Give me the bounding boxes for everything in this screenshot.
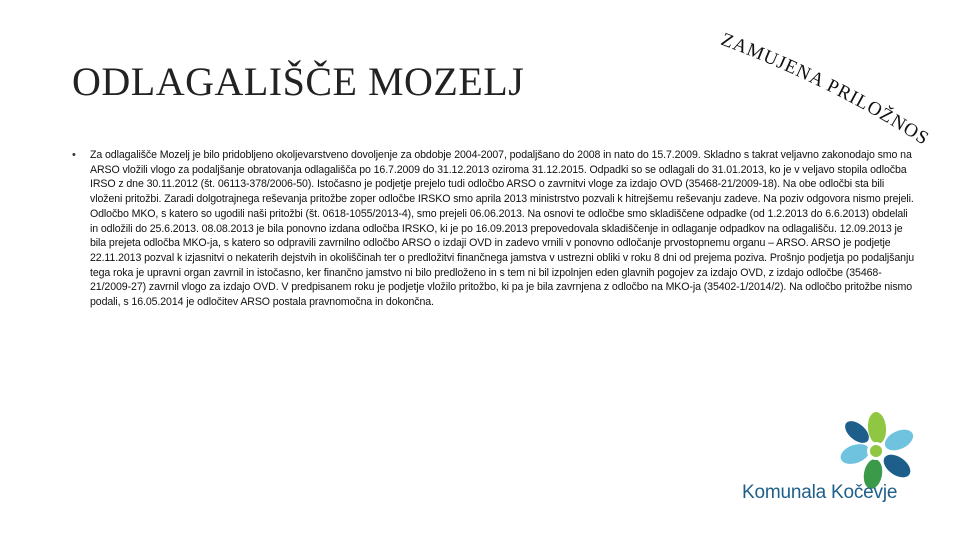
body-paragraph: Za odlagališče Mozelj je bilo pridobljeno okoljevarstveno dovoljenje za obdobje 2004-2007, podaljšano do 2008 in nato do 15.7.2009. Skladno s takrat veljavno zakonodajo smo na ARSO vložili vlogo za podaljšanje obratovanja odlagališča po 16.7.2009 do 31.12.2013 oziroma 31.12.2015. Odpadki so se odlagali do 31.01.2013, ko je v veljavo stopila odločba IRSO z dne 30.11.2012 (št. 06113-378/2006-50). Istočasno je podjetje prejelo tudi odločbo ARSO o zavrnitvi vloge za izdajo OVD (35468-21/2009-18). Na obe odločbi sta bili vloženi pritožbi. Zaradi dolgotrajnega reševanja pritožbe zoper odločbe IRSKO smo aprila 2013 ministrstvo pozvali k hitrejšemu reševanju zadeve. Na poziv odgovora nismo prejeli. Odločbo MKO, s katero so ugodili naši pritožbi (št. 0618-1055/2013-4), smo prejeli 06.06.2013. Na osnovi te odločbe smo skladiščene odpadke (od 1.2.2013 do 6.6.2013) obdelali in odložili do 25.6.2013. 08.08.2013 je bila ponovno izdana odločba IRSKO, ki je po 16.09.2013 prepovedovala skladiščenje in odlaganje odpadkov na odlagališču. 12.09.2013 je bila prejeta odločba MKO-ja, s katero so odpravili zavrnilno odločbo ARSO o izdaji OVD in zadevo vrnili v ponovno odločanje prvostopnemu organu – ARSO. ARSO je podjetje 22.11.2013 pozval k izjasnitvi o nekaterih dejstvih in okoliščinah ter o predložitvi finančnega jamstva v ustrezni obliki v roku 8 dni od prejema poziva. Prošnjo podjetja po podaljšanju tega roka je upravni organ zavrnil in istočasno, ker finančno jamstvo ni bilo predloženo in s tem ni bil izpolnjen eden glavnih pogojev za izdajo OVD, z izdajo odločbe (35468-21/2009-27) zavrnil vlogo za izdajo OVD. V predpisanem roku je podjetje vložilo pritožbo, ki pa je bila zavrnjena z odločbo na MKO-ja (35402-1/2014/2). Na odločbo pritožbe nismo podali, s 16.05.2014 je odločitev ARSO postala pravnomočna in dokončna. <box>90 149 914 309</box>
stamp-text-curve <box>711 20 933 156</box>
company-logo <box>740 410 920 520</box>
bullet-icon: • <box>72 149 76 161</box>
flower-logo-icon <box>835 410 920 492</box>
page-title: ODLAGALIŠČE MOZELJ <box>72 59 525 104</box>
body-text-block <box>72 148 914 310</box>
stamp-text-label: ZAMUJENA PRILOŽNOST <box>711 20 933 150</box>
stamp-text <box>711 20 933 156</box>
logo-text: Komunala Kočevje <box>742 482 898 503</box>
